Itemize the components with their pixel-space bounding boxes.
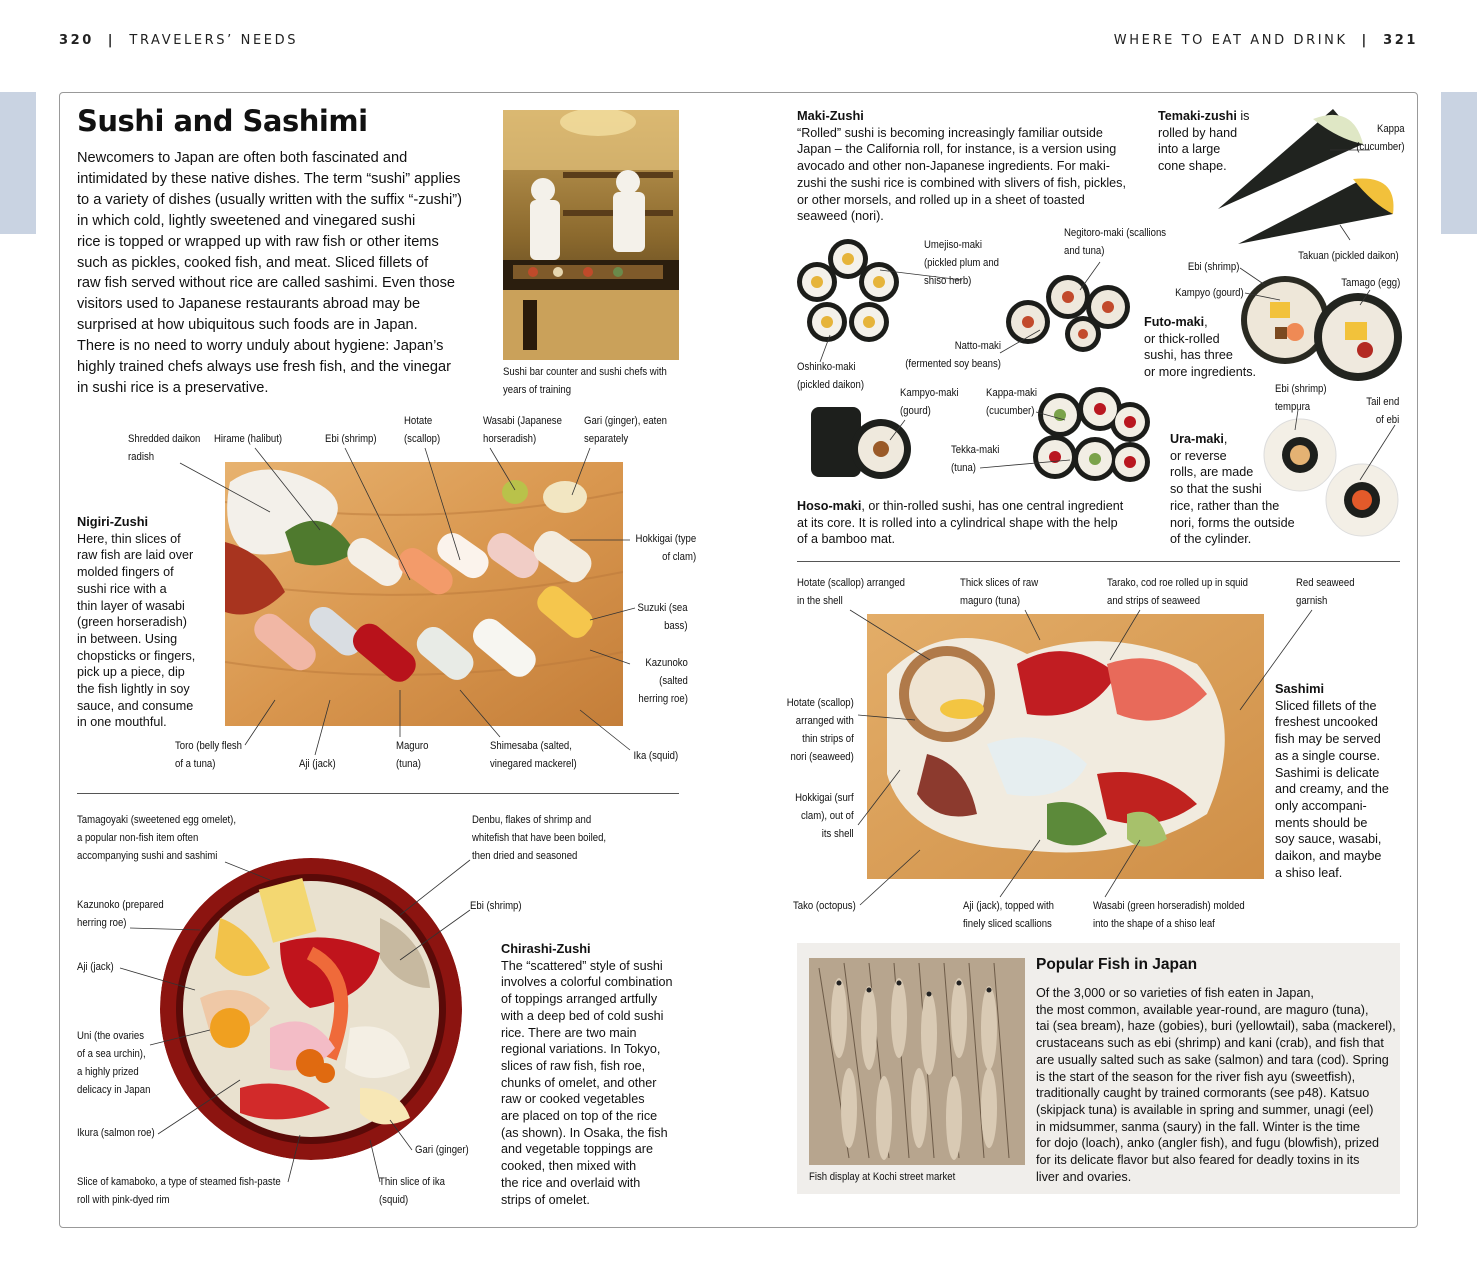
nigiri-board-photo [225, 462, 623, 726]
temaki-text-first: is [1236, 109, 1250, 123]
section-title-right: WHERE TO EAT AND DRINK [1113, 33, 1348, 48]
divider-left [77, 793, 679, 794]
intro-line: Newcomers to Japan are often both fascinated and [77, 150, 408, 166]
fish-market-caption: Fish display at Kochi street market [809, 1171, 956, 1183]
sushi-bar-caption: Sushi bar counter and sushi chefs with years of training [503, 366, 667, 396]
hoso-maki-text: , or thin-rolled sushi, has one central ingredient at its core. It is rolled into a cylindrical shape with the help of a bamboo mat. [797, 499, 1124, 547]
hoso-maki-heading: Hoso-maki [797, 499, 862, 513]
chirashi-bowl-photo [160, 858, 462, 1160]
oshinko-roll-illustration [797, 237, 899, 349]
nigiri-section [77, 514, 217, 731]
label-ebi-nigiri: Ebi (shrimp) [325, 433, 377, 445]
intro-line: visitors used to Japanese restaurants abroad may be [77, 296, 421, 313]
label-wasabi-shiso: Wasabi (green horseradish) molded into the shape of a shiso leaf [1093, 900, 1245, 930]
page-title: Sushi and Sashimi [77, 104, 368, 138]
ura-maki-heading: Ura-maki [1170, 432, 1224, 446]
intro-paragraph [77, 148, 487, 399]
intro-line: surprised at how ubiquitous such foods are in Japan. [77, 317, 418, 334]
sashimi-section [1275, 681, 1405, 881]
temaki-heading: Temaki-zushi [1158, 109, 1237, 123]
label-ika: Ika (squid) [633, 750, 678, 762]
intro-line: in which cold, lightly sweetened and vinegared sushi [77, 212, 416, 229]
label-aji-nigiri: Aji (jack) [299, 758, 336, 770]
ura-maki-section [1170, 431, 1300, 548]
header-divider: | [1354, 33, 1384, 48]
label-wasabi-japanese: Wasabi (Japanese horseradish) [483, 415, 562, 445]
label-aji-chirashi: Aji (jack) [77, 961, 114, 973]
intro-line: such as pickles, cooked fish, and meat. Sliced fillets of [77, 254, 429, 271]
label-gari-chirashi: Gari (ginger) [415, 1144, 469, 1156]
chirashi-heading: Chirashi-Zushi [501, 941, 591, 956]
kappa-tekka-roll-illustration [1030, 387, 1152, 487]
page-number-right: 321 [1383, 33, 1418, 48]
intro-line: to a variety of dishes (usually written with the suffix “-zushi”) [77, 191, 462, 208]
label-ebi-chirashi: Ebi (shrimp) [470, 900, 522, 912]
label-oshinko: Oshinko-maki (pickled daikon) [797, 361, 865, 391]
label-kappa-temaki: Kappa (cucumber) [1356, 123, 1405, 153]
label-shimesaba: Shimesaba (salted, vinegared mackerel) [490, 740, 577, 770]
label-kazunoko-salted: Kazunoko (salted herring roe) [638, 657, 688, 705]
ura-maki-text: or reverse rolls, are made so that the sushi rice, rather than the nori, forms the outside of the cylinder. [1170, 448, 1295, 547]
nigiri-text: Here, thin slices of raw fish are laid over molded fingers of sushi rice with a thin layer of wasabi (green horseradish) in between. Using chopsticks or fingers, pick up a piece, dip the fish lightly in soy sauce, and consume in one mouthful. [77, 531, 196, 730]
intro-line: in sushi rice is a preservative. [77, 379, 269, 396]
label-ebi-futo: Ebi (shrimp) [1187, 261, 1239, 273]
label-hokkigai-clam: Hokkigai (type of clam) [635, 533, 696, 563]
popular-fish-text: Of the 3,000 or so varieties of fish eaten in Japan, the most common, available year-round, are maguro (tuna), tai (sea bream), haze (gobies), buri (yellowtail), saba (mackerel), crustaceans such as ebi (shrimp) and kani (crab), and fish that are usually salted such as sake (salmon) and tara (cod). Spring is the start of the season for the river fish ayu (sweetfish), traditionally caught by trained cormorants (see p48). Katsuo (skipjack tuna) is available in spring and summer, unagi (eel) in midsummer, sanma (saury) in the fall. Winter is the time for dojo (loach), anko (angler fish), and fugu (blowfish), prized for its delicate flavor but also feared for deadly toxins in its liver and ovaries. [1036, 986, 1396, 1184]
nigiri-heading: Nigiri-Zushi [77, 514, 149, 529]
label-kappa-maki: Kappa-maki (cucumber) [986, 387, 1038, 417]
label-tamagoyaki: Tamagoyaki (sweetened egg omelet), a popular non-fish item often accompanying sushi and sashimi [77, 814, 237, 862]
label-tail-ebi: Tail end of ebi [1366, 396, 1399, 426]
label-toro: Toro (belly flesh of a tuna) [175, 740, 243, 770]
intro-line: intimidated by these native dishes. The term “sushi” applies [77, 170, 461, 187]
sashimi-board-photo [867, 614, 1264, 879]
label-ebi-tempura: Ebi (shrimp) tempura [1275, 383, 1327, 413]
label-maguro-nigiri: Maguro (tuna) [396, 740, 429, 770]
label-maguro-slices: Thick slices of raw maguro (tuna) [960, 577, 1039, 607]
header-divider: | [100, 33, 130, 48]
label-tamago: Tamago (egg) [1340, 277, 1400, 289]
intro-line: raw fish served without rice are called sashimi. Even those [77, 275, 455, 292]
sashimi-heading: Sashimi [1275, 681, 1325, 696]
label-ikura: Ikura (salmon roe) [77, 1127, 155, 1139]
label-kampyo-futo: Kampyo (gourd) [1175, 287, 1244, 299]
label-kamaboko: Slice of kamaboko, a type of steamed fish-paste roll with pink-dyed rim [77, 1176, 281, 1206]
intro-line: There is no need to worry unduly about hygiene: Japan’s [77, 338, 444, 355]
label-hokkigai-surf-clam: Hokkigai (surf clam), out of its shell [795, 792, 854, 840]
intro-line: rice is topped or wrapped up with raw fish or other items [77, 233, 439, 250]
maki-section [797, 108, 1137, 225]
label-tako: Tako (octopus) [793, 900, 856, 912]
futo-maki-heading: Futo-maki [1144, 315, 1205, 329]
label-hotate-shell: Hotate (scallop) arranged in the shell [797, 577, 905, 607]
label-natto: Natto-maki (fermented soy beans) [905, 340, 1001, 370]
hoso-maki-section [797, 498, 1147, 548]
running-header-left [59, 33, 298, 48]
temaki-text: rolled by hand into a large cone shape. [1158, 125, 1238, 174]
maki-heading: Maki-Zushi [797, 108, 864, 123]
running-header-right [1114, 33, 1418, 48]
thumb-tab-left [0, 92, 36, 234]
label-aji-sashimi: Aji (jack), topped with finely sliced scallions [963, 900, 1054, 930]
label-kazunoko-prepared: Kazunoko (prepared herring roe) [77, 899, 164, 929]
label-gari-separately: Gari (ginger), eaten separately [584, 415, 667, 445]
label-hotate: Hotate (scallop) [404, 415, 441, 445]
futo-heading-line: Futo-maki, [1144, 315, 1208, 329]
divider-right [797, 561, 1400, 562]
futo-maki-section [1144, 314, 1274, 381]
label-shredded-daikon: Shredded daikon radish [128, 433, 201, 463]
thumb-tab-right [1441, 92, 1477, 234]
label-kampyo-maki: Kampyo-maki (gourd) [900, 387, 959, 417]
label-hotate-nori: Hotate (scallop) arranged with thin strips of nori (seaweed) [786, 697, 854, 763]
ura-heading-line: Ura-maki, [1170, 432, 1228, 446]
label-red-seaweed: Red seaweed garnish [1296, 577, 1355, 607]
label-hirame: Hirame (halibut) [214, 433, 283, 445]
label-ika-chirashi: Thin slice of ika (squid) [379, 1176, 445, 1206]
label-denbu: Denbu, flakes of shrimp and whitefish that have been boiled, then dried and seasoned [472, 814, 607, 862]
label-uni: Uni (the ovaries of a sea urchin), a highly prized delicacy in Japan [77, 1030, 151, 1096]
label-tarako: Tarako, cod roe rolled up in squid and strips of seaweed [1107, 577, 1248, 607]
label-suzuki: Suzuki (sea bass) [638, 602, 688, 632]
sushi-bar-photo [503, 110, 679, 360]
chirashi-section [501, 941, 691, 1208]
intro-line: highly trained chefs always use fresh fish, and the vinegar [77, 359, 451, 376]
sashimi-text: Sliced fillets of the freshest uncooked fish may be served as a single course. Sashimi is delicate and creamy, and the only accompani- ments should be soy sauce, wasabi, daikon, and maybe a shiso leaf. [1275, 698, 1389, 880]
popular-fish-heading: Popular Fish in Japan [1036, 956, 1198, 973]
label-tekka-maki: Tekka-maki (tuna) [951, 444, 1000, 474]
negitoro-roll-illustration [1003, 272, 1133, 354]
futo-maki-text: or thick-rolled sushi, has three or more ingredients. [1144, 331, 1256, 380]
section-title-left: TRAVELERS’ NEEDS [129, 33, 299, 48]
label-negitoro: Negitoro-maki (scallions and tuna) [1064, 227, 1167, 257]
chirashi-text: The “scattered” style of sushi involves a colorful combination of toppings arranged artfully with a deep bed of cold sushi rice. There are two main regional variations. In Tokyo, slices of raw fish, fish roe, chunks of omelet, and other raw or cooked vegetables are placed on top of the rice (as shown). In Osaka, the fish and vegetable toppings are cooked, then mixed with the rice and overlaid with strips of omelet. [501, 958, 673, 1207]
label-umejiso: Umejiso-maki (pickled plum and shiso herb) [924, 239, 999, 287]
label-takuan: Takuan (pickled daikon) [1298, 250, 1399, 262]
page-number-left: 320 [59, 33, 94, 48]
fish-market-photo [809, 958, 1025, 1165]
maki-text: “Rolled” sushi is becoming increasingly familiar outside Japan – the California roll, for instance, is a version using avocado and other non-Japanese ingredients. For maki- zushi the sushi rice is combined with slivers of fish, pickles, or other morsels, and rolled up in a sheet of toasted seaweed (nori). [797, 125, 1126, 224]
